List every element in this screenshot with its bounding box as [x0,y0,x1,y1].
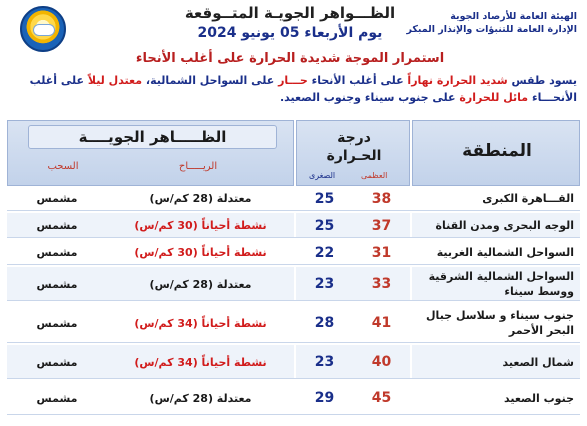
min-temp-cell: 25 [314,190,335,207]
region-cell: شمال الصعيد [502,355,574,369]
min-temp-cell: 29 [314,390,335,406]
clouds-cell: مشمس [36,391,78,405]
region-cell: القـــاهرة الكبرى [482,192,574,205]
wind-cell: معتدلة (28 كم/س) [149,391,252,405]
clouds-cell: مشمس [36,355,78,369]
wind-cell: نشطة أحياناً (30 كم/س) [134,246,267,259]
min-temp-header: الصغرى [309,171,336,180]
bulletin-date: يوم الأربعاء 05 يونيو 2024 [197,25,383,41]
table-row [7,186,580,211]
summary-text: يسود طقس شديد الحرارة نهاراً على أغلب الأنحاء حـــار على السواحل الشمالية، معتدل ليلاً على أغلب الأنحـــاء مائل للحرارة على جنوب سيناء وجنوب الصعيد. [29,74,577,104]
wind-cell: نشطة أحياناً (34 كم/س) [134,355,267,369]
wind-cell: معتدلة (28 كم/س) [149,192,252,205]
forecast-table [7,120,580,426]
region-cell: الوجه البحرى ومدن القناة [435,219,574,232]
wind-header: الريـــــاح [178,161,218,172]
max-temp-cell: 38 [371,190,392,207]
headline: استمرار الموجة شديدة الحرارة على أغلب الأنحاء [135,51,445,66]
max-temp-cell: 37 [371,217,392,234]
clouds-header: السحب [47,161,79,172]
region-header-label: المنطقة [462,141,532,161]
table-row [7,303,580,343]
clouds-cell: مشمس [36,316,78,330]
weather-header-label: الظـــــاهر الجويــــة [28,125,277,149]
clouds-cell: مشمس [36,277,78,291]
wind-cell: نشطة أحياناً (34 كم/س) [134,316,267,330]
table-row [7,345,580,379]
wind-cell: معتدلة (28 كم/س) [149,277,252,291]
max-temp-cell: 41 [371,315,392,331]
min-temp-cell: 23 [314,354,335,370]
temperature-header-label: درجة الحـرارة [326,130,382,164]
organization-name [406,10,577,36]
min-temp-cell: 22 [314,244,335,261]
clouds-cell: مشمس [36,192,78,205]
org-line-2: الإدارة العامة للتنبؤات والإنذار المبكر [406,24,577,35]
region-cell: السواحل الشمالية الغربية [436,246,574,259]
table-row [7,240,580,265]
min-temp-cell: 25 [314,217,335,234]
max-temp-cell: 33 [371,276,392,292]
ema-logo-icon [20,6,66,52]
region-cell: جنوب الصعيد [504,391,574,405]
temperature-header [296,120,410,186]
region-header [412,120,580,186]
max-temp-cell: 45 [371,390,392,406]
table-row [7,267,580,301]
clouds-cell: مشمس [36,246,78,259]
max-temp-cell: 40 [371,354,392,370]
weather-phenomena-header [7,120,294,186]
table-row [7,381,580,415]
bulletin-title: الظـــواهر الجويـة المتــوقعة [184,4,396,22]
clouds-cell: مشمس [36,219,78,232]
wind-cell: نشطة أحياناً (30 كم/س) [134,219,267,232]
max-temp-cell: 31 [371,244,392,261]
region-cell: السواحل الشمالية الشرقية ووسط سيناء [428,270,574,298]
table-row [7,213,580,238]
max-temp-header: العظمى [361,171,388,180]
min-temp-cell: 23 [314,276,335,292]
org-line-1: الهيئة العامة للأرصاد الجوية [450,11,577,22]
min-temp-cell: 28 [314,315,335,331]
region-cell: جنوب سيناء و سلاسل جبال البحر الأحمر [426,309,574,337]
